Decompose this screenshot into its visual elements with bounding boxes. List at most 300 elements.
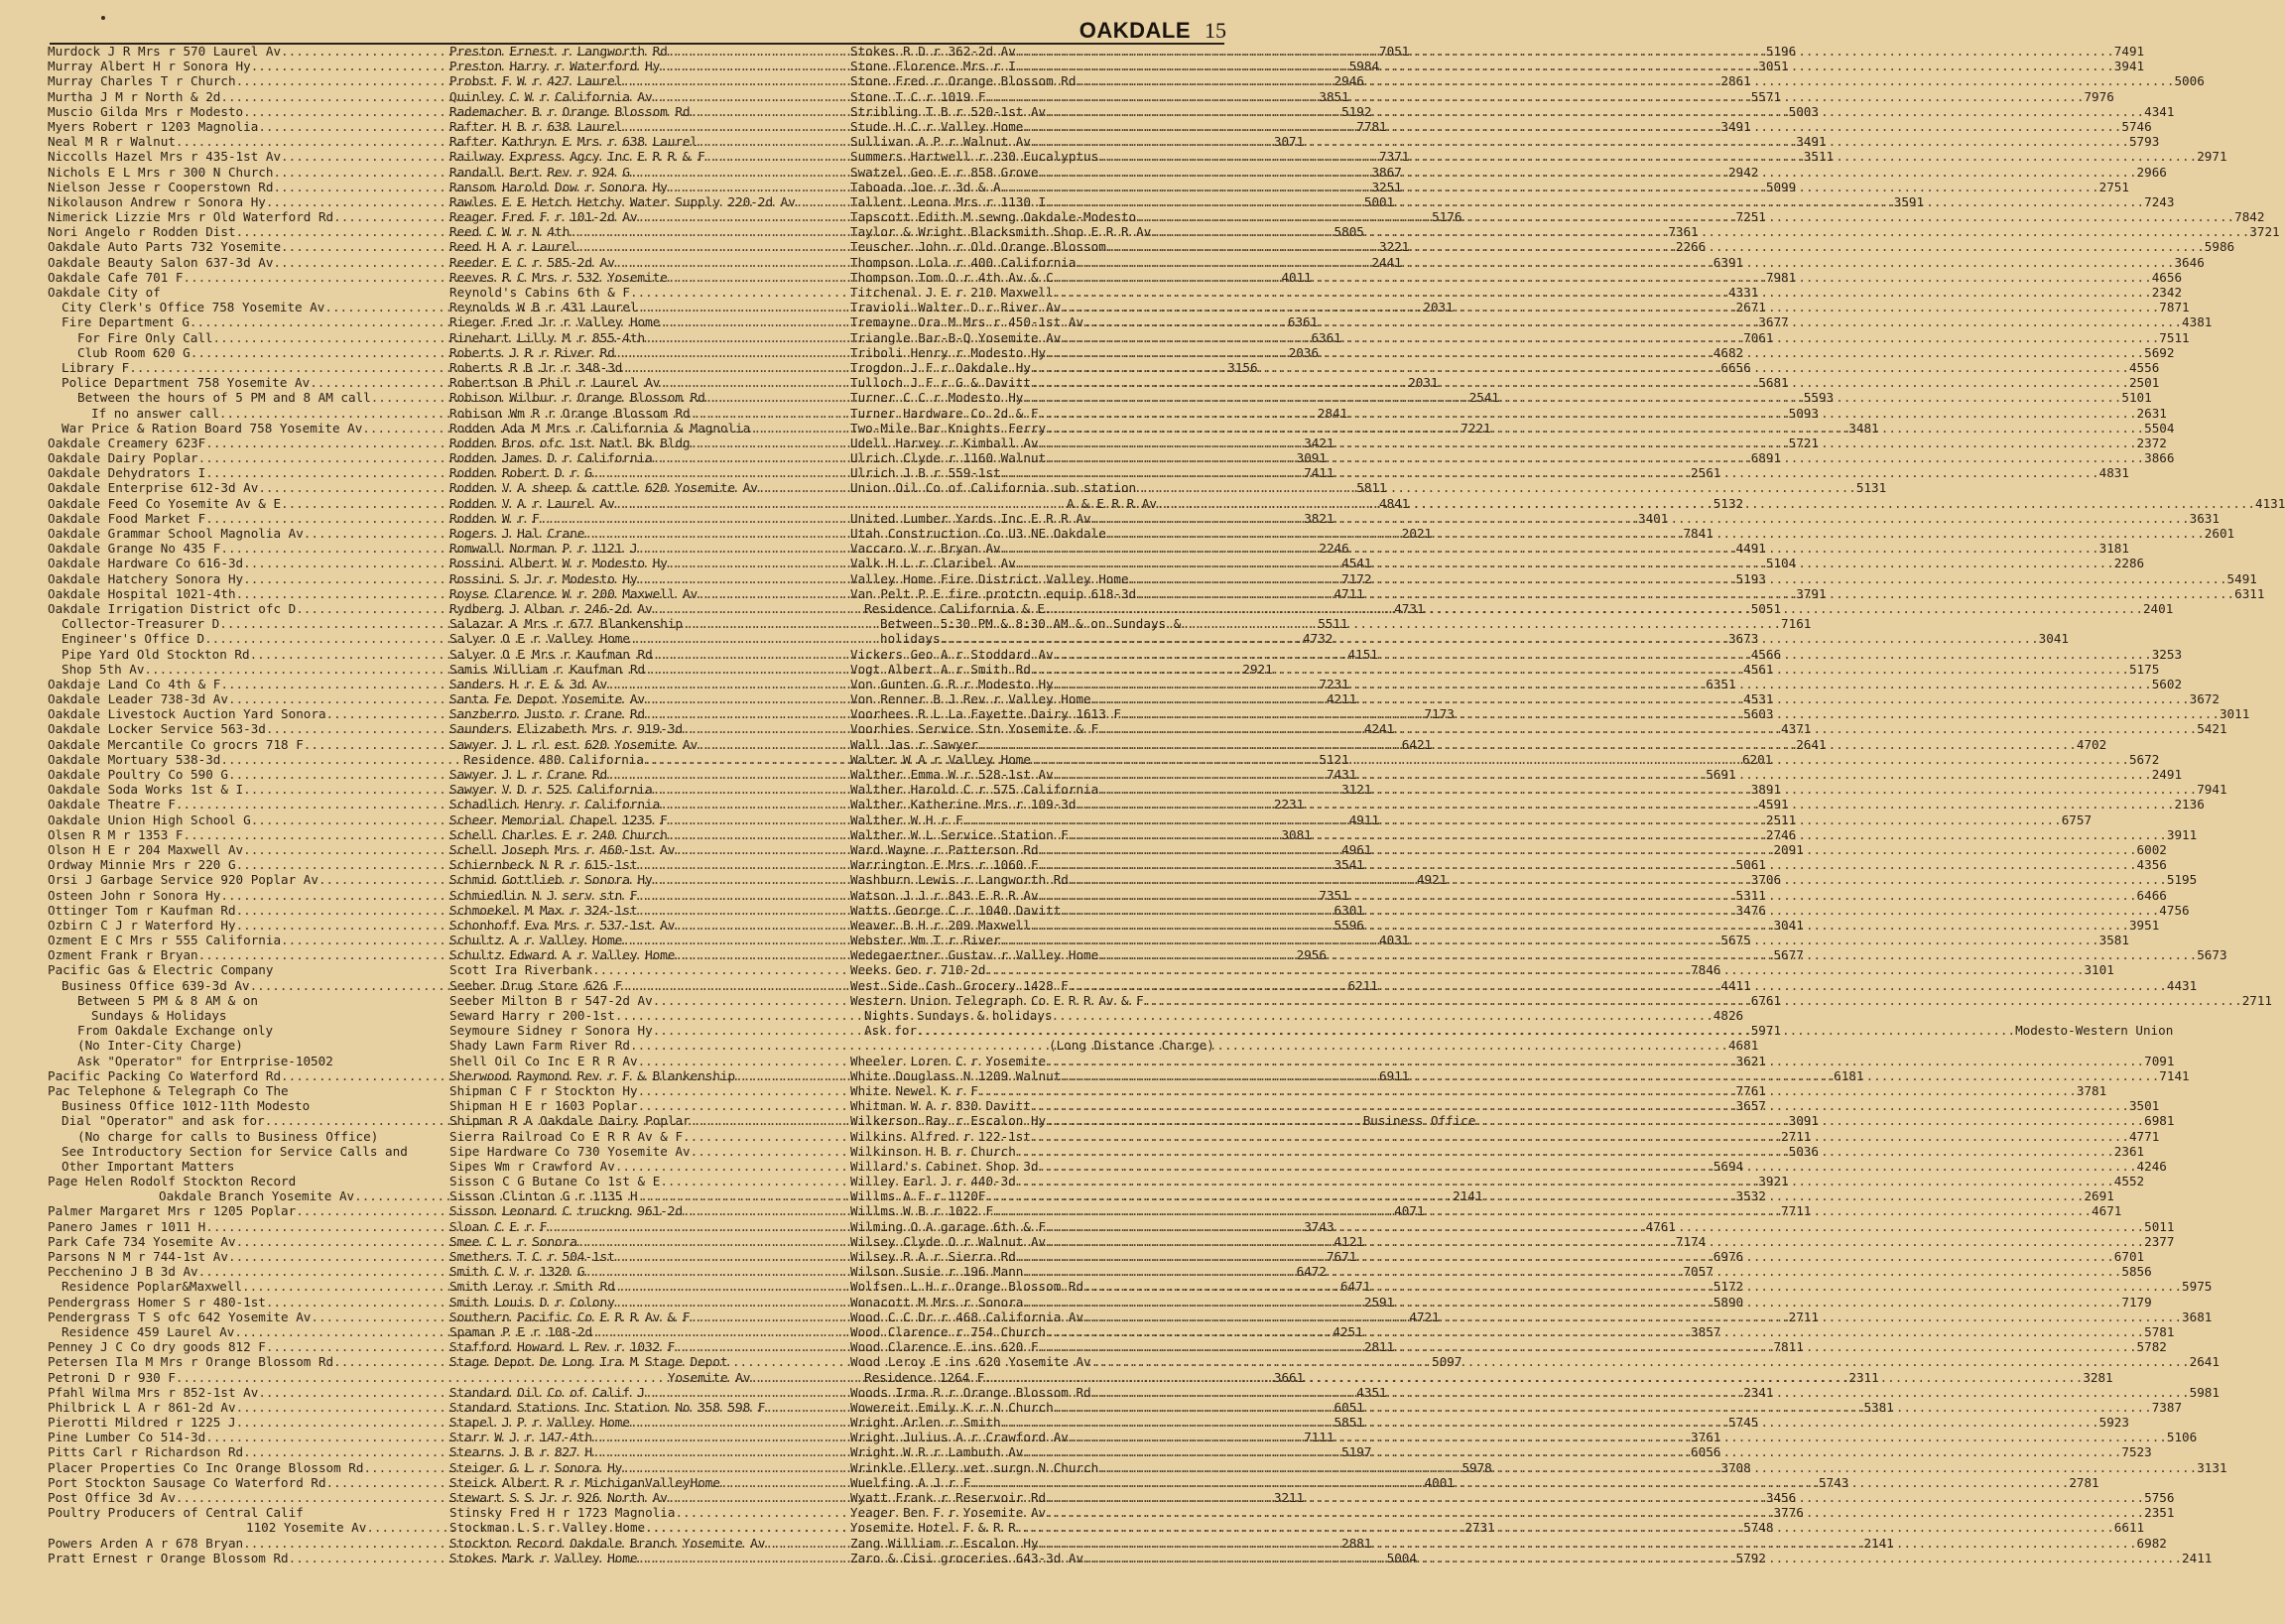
listing-name: Pecchenino J B 3d Av (48, 1264, 198, 1280)
listing-entry (48, 1083, 419, 1098)
listing-phone: 5176 (1432, 209, 1462, 225)
listing-name: Page Helen Rodolf Stockton Record (48, 1174, 297, 1189)
listing-phone: 5694 (1713, 1158, 1744, 1174)
listing-name: Turner Hardware Co 2d & F (850, 405, 1039, 421)
listing-phone: 2411 (2182, 1550, 2213, 1565)
print-speck (101, 16, 105, 20)
listing-phone: 5721 (1788, 435, 1819, 450)
listing-name: Washburn Lewis r Langworth Rd (850, 872, 1069, 888)
listing-phone: 3706 (1750, 872, 1782, 888)
listing-phone: 3673 (1727, 631, 1759, 647)
listing-name: Schell Joseph Mrs r 460-1st Av (449, 841, 676, 857)
listing-phone: 7231 (1319, 676, 1349, 691)
listing-phone: 3251 (1371, 179, 1402, 194)
listing-phone: 3821 (1304, 510, 1334, 526)
listing-phone: 5851 (1333, 1415, 1364, 1431)
listing-name: Santa Fe Depot Yosemite Av (449, 691, 646, 707)
listing-name: Residence 480 California (463, 751, 644, 767)
listing-entry (48, 285, 419, 300)
dot-leader (1031, 360, 2129, 375)
listing-name: Whitman W A r 830 Davitt (850, 1098, 1031, 1114)
listing-name: Wilkins Alfred r 122-1st (850, 1128, 1031, 1144)
dot-leader (1039, 842, 2137, 857)
listing-name: Salyer O E Mrs r Kaufman Rd (449, 646, 653, 662)
listing-phone: 7387 (2151, 1399, 2183, 1415)
listing-name: Spaman P E r 108-2d (449, 1323, 593, 1339)
listing-name: Osteen John r Sonora Hy (48, 887, 221, 903)
listing-entry (48, 962, 419, 977)
listing-name: (No charge for calls to Business Office) (77, 1128, 379, 1144)
dot-leader (1001, 933, 2099, 947)
listing-name: Wall Jas r Sawyer (850, 736, 978, 752)
listing-name: If no answer call (91, 405, 219, 421)
listing-phone: 7941 (2197, 782, 2227, 798)
listing-name: Reynolds W B r 431 Laurel (449, 300, 638, 315)
dot-leader (1031, 375, 2129, 390)
listing-phone: 4491 (1735, 541, 1766, 557)
listing-name: Collector-Treasurer D (62, 616, 220, 632)
listing-name: Rossini Albert W r Modesto Hy (449, 556, 668, 571)
listing-phone: 3911 (2166, 826, 2198, 842)
listing-name: Voorhies Service Stn Yosemite & F (850, 721, 1099, 737)
listing-name: Shipman C F r Stockton Hy (449, 1082, 638, 1098)
listing-phone: 5093 (1788, 405, 1819, 421)
listing-phone: 3646 (2174, 254, 2205, 270)
listing-phone: 7411 (1304, 465, 1334, 481)
listing-name: Stockton Record Oakdale Branch Yosemite Av (449, 1535, 766, 1551)
listing-phone: 4341 (2144, 103, 2175, 119)
listing-phone: 6981 (2144, 1113, 2175, 1129)
listing-phone: 2711 (1781, 1128, 1812, 1144)
listing-phone: 5511 (1318, 616, 1348, 632)
listing-name: Sipe Hardware Co 730 Yosemite Av (449, 1143, 691, 1159)
listing-name: White Newel K r F (850, 1082, 978, 1098)
listing-phone: 2711 (1788, 1309, 1819, 1324)
dot-leader (1083, 314, 2182, 329)
listing-phone: 4531 (1743, 691, 1774, 707)
listing-phone: 3661 (1273, 1369, 1305, 1385)
listing-phone: 4911 (1348, 812, 1380, 827)
listing-phone: 7761 (1735, 1082, 1766, 1098)
listing-name: Between 5:30 PM & 8:30 AM & on Sundays & (880, 616, 1182, 632)
listing-phone: 5743 (1818, 1474, 1849, 1490)
listing-name: Schonhoff Eva Mrs r 537-1st Av (449, 917, 676, 933)
listing-phone: 7846 (1691, 962, 1721, 978)
listing-name: Rademacher B r Orange Blossom Rd (449, 103, 691, 119)
listing-name: Reed H A r Laurel (449, 239, 577, 255)
listing-name: Pipe Yard Old Stockton Rd (62, 646, 250, 662)
listing-name: See Introductory Section for Service Calls and (62, 1143, 408, 1159)
listing-name: Ordway Minnie Mrs r 220 G (48, 857, 236, 873)
listing-name: Schultz A r Valley Home (449, 933, 623, 948)
listing-name: Wilming O A garage 6th & F (850, 1218, 1047, 1234)
listing-name: Sierra Railroad Co E R R Av & F (449, 1128, 684, 1144)
listing-phone: 6471 (1339, 1279, 1371, 1295)
listing-phone: 5192 (1341, 103, 1372, 119)
listing-phone: 4381 (2182, 314, 2213, 330)
listing-name: Nimerick Lizzie Mrs r Old Waterford Rd (48, 209, 334, 225)
listing-phone: 4921 (1416, 872, 1448, 888)
listing-name: Sloan C E r F (449, 1218, 548, 1234)
listing-phone: 3866 (2144, 450, 2175, 466)
listing-name: Voorhees R L La Fayette Dairy 1613 F (850, 706, 1121, 722)
listing-phone: 2021 (1401, 526, 1433, 541)
dot-leader (941, 631, 2039, 646)
listing-entry (449, 1354, 818, 1369)
listing-phone: 3743 (1304, 1218, 1334, 1234)
listing-name: Sherwood Raymond Rev r F & Blankenship (449, 1067, 736, 1083)
page-title: OAKDALE (1079, 18, 1191, 43)
dot-leader (1016, 44, 2114, 59)
dot-leader (993, 1203, 2092, 1218)
listing-phone: 2141 (1453, 1188, 1483, 1204)
listing-name: Wilsey Clyde O r Walnut Av (850, 1233, 1047, 1249)
listing-name: Library F (62, 359, 130, 375)
dot-leader (1031, 662, 2129, 677)
dot-leader (1144, 993, 2242, 1008)
dot-leader (1046, 421, 2144, 436)
listing-phone: 5856 (2121, 1264, 2152, 1280)
listing-phone: 2136 (2174, 797, 2205, 812)
listing-phone: 6421 (1401, 736, 1433, 752)
listing-phone: 2031 (1408, 375, 1439, 391)
listing-name: Palmer Margaret Mrs r 1205 Poplar (48, 1203, 297, 1219)
listing-name: Stearns J B r 827 H (449, 1444, 593, 1460)
dot-leader (1046, 450, 2144, 465)
listing-phone: 3481 (1848, 420, 1879, 436)
listing-phone: 2921 (1242, 661, 1273, 677)
listing-name: Western Union Telegraph Co E R R Av & F (850, 992, 1144, 1008)
listing-phone: 2401 (2142, 600, 2174, 616)
listing-name: Other Important Matters (62, 1158, 235, 1174)
listing-name: Ransom Harold Dow r Sonora Hy (449, 179, 668, 194)
dot-leader (1054, 677, 2152, 691)
listing-name: Penney J C Co dry goods 812 F (48, 1339, 266, 1355)
listing-phone: 2781 (2069, 1474, 2099, 1490)
listing-name: Murray Charles T r Church (48, 73, 236, 89)
listing-name: Watts George C r 1040 Davitt (850, 902, 1062, 918)
listing-phone: 4732 (1303, 631, 1333, 647)
listing-phone: 6002 (2136, 841, 2167, 857)
listing-phone: 4541 (1341, 556, 1372, 571)
listing-phone: 3631 (2189, 510, 2220, 526)
listing-phone: 3672 (2189, 691, 2220, 707)
listing-name: Schmoekel M Max r 324-1st (449, 902, 638, 918)
listing-entry (48, 1008, 419, 1023)
listing-phone: 3921 (1758, 1174, 1789, 1189)
listing-phone: 6201 (1741, 751, 1773, 767)
listing-phone: 2561 (1691, 465, 1721, 481)
listing-phone: 5504 (2144, 420, 2175, 436)
listing-phone: 3211 (1273, 1490, 1305, 1505)
listing-name: Stone Florence Mrs r I (850, 59, 1016, 74)
listing-name: Oakdaje Land Co 4th & F (48, 676, 221, 691)
listing-name: White Douglass N 1209 Walnut (850, 1067, 1062, 1083)
dot-leader (1039, 857, 2137, 872)
dot-leader (917, 1023, 2015, 1038)
listing-name: Murtha J M r North & 2d (48, 88, 221, 104)
listing-name: Nichols E L Mrs r 300 N Church (48, 164, 274, 180)
listing-phone: 7511 (2159, 329, 2190, 345)
listing-name: Pacific Packing Co Waterford Rd (48, 1067, 282, 1083)
listing-name: United Lumber Yards Inc E R R Av (850, 510, 1091, 526)
listing-phone: 2361 (2113, 1143, 2145, 1159)
listing-name: Residence Poplar&Maxwell (62, 1279, 242, 1295)
listing-phone: 5097 (1432, 1354, 1462, 1370)
dot-leader (1061, 330, 2159, 345)
listing-phone: 6361 (1287, 314, 1319, 330)
dot-leader (1046, 194, 2144, 209)
listing-phone: 4656 (2151, 269, 2183, 285)
listing-name: Ozment Frank r Bryan (48, 947, 198, 963)
listing-phone: 3281 (2083, 1369, 2113, 1385)
dot-leader (1091, 691, 2190, 706)
listing-phone: 4031 (1379, 933, 1410, 948)
listing-name: Rafter H B r 638 Laurel (449, 118, 623, 134)
listing-phone: 5971 (1750, 1023, 1782, 1039)
listing-phone: 4246 (2136, 1158, 2167, 1174)
listing-phone: 2731 (1464, 1520, 1495, 1536)
listing-phone: 3071 (1273, 134, 1305, 150)
listing-phone: 4251 (1333, 1323, 1363, 1339)
listing-phone: 6311 (2234, 585, 2265, 601)
listing-name: Walter W A r Valley Home (850, 751, 1031, 767)
listing-phone: 2942 (1727, 164, 1759, 180)
listing-name: Stokes Mark r Valley Home (449, 1550, 638, 1565)
listing-name: Oakdale Poultry Co 590 G (48, 767, 228, 782)
dot-leader (1106, 239, 2205, 254)
listing-phone: 5792 (1735, 1550, 1766, 1565)
listing-phone: 5101 (2121, 390, 2152, 406)
listing-name: Orsi J Garbage Service 920 Poplar Av (48, 872, 318, 888)
listing-name: Willey Earl J r 440-3d (850, 1174, 1016, 1189)
listing-name: Swatzel Geo E r 858 Grove (850, 164, 1039, 180)
dot-leader (1151, 224, 2249, 239)
listing-phone: 3041 (1773, 917, 1804, 933)
dot-leader (1023, 119, 2121, 134)
listing-name: Wood Clarence r 754 Church (850, 1323, 1047, 1339)
listing-phone: 2246 (1319, 541, 1349, 557)
listing-name: West Side Cash Grocery 1428 F (850, 977, 1069, 993)
listing-phone: 3941 (2113, 59, 2145, 74)
listing-entry (48, 1038, 419, 1053)
listing-name: Reeves R C Mrs r 532 Yosemite (449, 269, 668, 285)
listing-phone: 5172 (1713, 1279, 1744, 1295)
listing-phone: 6701 (2113, 1249, 2145, 1264)
listing-phone: 4071 (1394, 1203, 1425, 1219)
listing-name: Petersen Ila M Mrs r Orange Blossom Rd (48, 1354, 334, 1370)
listing-phone: 3501 (2128, 1098, 2160, 1114)
listing-name: Starr W J r 147-4th (449, 1430, 593, 1445)
listing-phone: 5602 (2151, 676, 2183, 691)
listing-phone: 7221 (1460, 420, 1491, 436)
listing-name: Von Renner B J Rev r Valley Home (850, 691, 1091, 707)
listing-phone: 3051 (1758, 59, 1789, 74)
listing-name: Stockman L S r Valley Home (449, 1520, 646, 1536)
listing-phone: 5421 (2197, 721, 2227, 737)
listing-name: Schmiedlin N J serv stn F (449, 887, 638, 903)
dot-leader (1046, 1054, 2144, 1068)
listing-phone: 4566 (1750, 646, 1782, 662)
listing-name: Taboada Joe r 3d & A (850, 179, 1001, 194)
listing-phone: 2141 (1863, 1535, 1894, 1551)
listing-phone: 4411 (1720, 977, 1751, 993)
dot-leader (985, 962, 2084, 977)
listing-name: Olson H E r 204 Maxwell Av (48, 841, 244, 857)
listing-name: Rawles E E Hetch Hetchy Water Supply 220-2d Av (449, 193, 796, 209)
dot-leader (1046, 1113, 2144, 1128)
listing-phone: 5923 (2098, 1415, 2129, 1431)
listing-name: Webster Wm T r River (850, 933, 1001, 948)
listing-name: Union Oil Co of California sub station (850, 480, 1137, 496)
listing-phone: 6891 (1750, 450, 1782, 466)
listing-name: Oakdale Enterprise 612-3d Av (48, 480, 259, 496)
listing-name: holidays (880, 631, 941, 647)
listing-phone: 6211 (1347, 977, 1378, 993)
dot-leader (1031, 1129, 2129, 1144)
dot-leader (1076, 797, 2174, 812)
dot-leader (1076, 255, 2174, 270)
listing-name: Stokes R D r 362-2d Av (850, 44, 1016, 59)
listing-phone: 5756 (2144, 1490, 2175, 1505)
listing-name: Tapscott Edith M sewng Oakdale-Modesto (850, 209, 1137, 225)
listing-name: Sullivan A P r Walnut Av (850, 134, 1031, 150)
listing-phone: 4841 (1379, 495, 1410, 511)
listing-name: Rodden Robert D r G (449, 465, 593, 481)
listing-name: Smethers T C r 504-1st (449, 1249, 615, 1264)
listing-phone: 7842 (2234, 209, 2265, 225)
listing-name: Schell Charles E r 240 Church (449, 826, 668, 842)
listing-name: Seward Harry r 200-1st (449, 1008, 615, 1023)
listing-name: Sisson Clinton G r 1135 H (449, 1188, 638, 1204)
listing-phone: 3491 (1796, 134, 1827, 150)
listing-name: Standard Oil Co of Calif J (449, 1384, 646, 1400)
dot-leader (1076, 73, 2174, 88)
listing-name: Romwall Norman P r 1121 J (449, 541, 638, 557)
listing-phone: 2841 (1317, 405, 1348, 421)
listing-name: Zang William r Escalon Hy (850, 1535, 1039, 1551)
listing-phone: 7671 (1326, 1249, 1357, 1264)
listing-name: Vaccaro V r Bryan Av (850, 541, 1001, 557)
listing-phone: 2342 (2151, 285, 2183, 300)
listing-phone: 6181 (1834, 1067, 1864, 1083)
dot-leader (1031, 918, 2129, 933)
dot-leader (1016, 1249, 2114, 1264)
listing-phone: 5890 (1713, 1294, 1744, 1310)
listing-name: Wheeler Loren C r Yosemite (850, 1053, 1047, 1068)
listing-phone: 6056 (1691, 1444, 1721, 1460)
dot-leader (1045, 601, 2143, 616)
listing-name: Probst F W r 427 Laurel (449, 73, 623, 89)
listing-name: Schmid Gottlieb r Sonora Hy (449, 872, 653, 888)
listing-name: Club Room 620 G (77, 344, 190, 360)
listing-phone: 3011 (2219, 706, 2250, 722)
listing-phone: 5978 (1461, 1459, 1492, 1475)
dot-leader (1061, 903, 2159, 918)
dot-leader (1039, 165, 2137, 180)
listing-phone: 4702 (2076, 736, 2107, 752)
listing-phone: 3761 (1691, 1430, 1721, 1445)
listing-name: Myers Robert r 1203 Magnolia (48, 118, 259, 134)
listing-phone: 6757 (2061, 812, 2093, 827)
listing-name: Sisson Leonard C truckng 961-2d (449, 1203, 684, 1219)
listing-phone: 5011 (2144, 1218, 2175, 1234)
listing-name: Walther Emma W r 528-1st Av (850, 767, 1054, 782)
listing-name: Rinehart Lilly M r 855-4th (449, 329, 646, 345)
listing-phone: 5104 (1765, 556, 1797, 571)
listing-name: Rydberg J Alban r 246-2d Av (449, 600, 653, 616)
listing-phone: 7781 (1356, 118, 1387, 134)
listing-phone: 2441 (1371, 254, 1402, 270)
listing-name: (Long Distance Charge) (1049, 1038, 1214, 1054)
listing-name: Rodden V A r Laurel Av (449, 495, 615, 511)
listing-phone: 2541 (1468, 390, 1500, 406)
listing-phone: 4556 (2128, 359, 2160, 375)
listing-name: Wrinkle Ellery vet surgn N Church (850, 1459, 1099, 1475)
listing-name: Nights Sundays & holidays (864, 1008, 1053, 1023)
listing-name: Stone T C r 1019 F (850, 88, 986, 104)
listing-name: Sanders H r E & 3d Av (449, 676, 608, 691)
listing-phone: 5004 (1386, 1550, 1417, 1565)
listing-name: Post Office 3d Av (48, 1490, 176, 1505)
dot-leader (1054, 285, 2152, 300)
dot-leader (1098, 947, 2197, 962)
listing-name: Smee C L r Sonora (449, 1233, 577, 1249)
listing-name: Sanzberro Justo r Crane Rd (449, 706, 646, 722)
listing-entry (48, 1159, 419, 1174)
listing-name: Pendergrass Homer S r 480-1st (48, 1294, 266, 1310)
dot-leader (1046, 104, 2144, 119)
listing-name: Residence 459 Laurel Av (62, 1323, 235, 1339)
listing-name: Preston Ernest r Langworth Rd (449, 44, 668, 59)
listing-phone: 5603 (1743, 706, 1774, 722)
listing-phone: 5811 (1356, 480, 1387, 496)
listing-phone: 2231 (1273, 797, 1305, 812)
listing-phone: 3776 (1773, 1505, 1804, 1521)
listing-entry (850, 1008, 1228, 1023)
listing-phone: 6301 (1333, 902, 1364, 918)
dot-leader (1046, 1219, 2144, 1234)
listing-name: Oakdale Grange No 435 F (48, 541, 221, 557)
dot-leader (1023, 1264, 2121, 1279)
listing-name: A & E R R Av (1067, 495, 1157, 511)
listing-phone: 5381 (1863, 1399, 1894, 1415)
listing-name: Oakdale Mercantile Co grocrs 718 F (48, 736, 304, 752)
listing-entry (48, 1098, 419, 1113)
listing-name: Pfahl Wilma Mrs r 852-1st Av (48, 1384, 259, 1400)
listing-name: Rieger Fred Jr r Valley Home (449, 314, 661, 330)
listing-phone: 7057 (1683, 1264, 1714, 1280)
listing-phone: 2956 (1296, 947, 1327, 963)
dot-leader (1016, 1174, 2114, 1188)
listing-phone: 2691 (2084, 1188, 2114, 1204)
dot-leader (1039, 888, 2137, 903)
listing-phone: 2641 (2189, 1354, 2220, 1370)
listing-phone: 4671 (2092, 1203, 2122, 1219)
dot-leader (978, 737, 2077, 752)
listing-name: Muscio Gilda Mrs r Modesto (48, 103, 244, 119)
listing-phone: 6611 (2113, 1520, 2145, 1536)
listing-phone: 2377 (2144, 1233, 2175, 1249)
dot-leader (1001, 180, 2099, 194)
listing-phone: 7173 (1424, 706, 1455, 722)
listing-phone: 5781 (2144, 1323, 2175, 1339)
listing-phone: Business Office (1362, 1113, 1476, 1129)
listing-name: Port Stockton Sausage Co Waterford Rd (48, 1474, 326, 1490)
listing-name: Walther Harold C r 575 California (850, 782, 1099, 798)
listing-phone: 7371 (1379, 149, 1410, 165)
listing-phone: 6761 (1750, 992, 1782, 1008)
